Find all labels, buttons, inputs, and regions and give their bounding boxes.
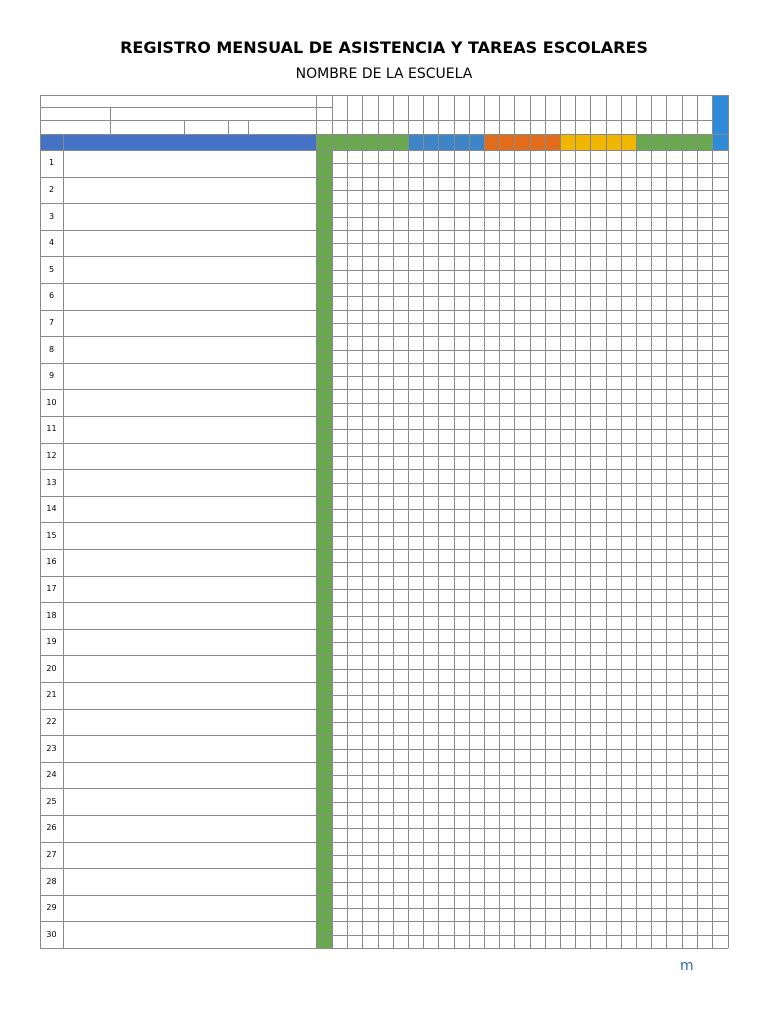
- row-number: 17: [46, 583, 57, 593]
- row-divider: [40, 602, 728, 603]
- day-column-line: [454, 95, 455, 948]
- prom-header-cell: [713, 95, 728, 150]
- day-column-line: [606, 95, 607, 948]
- row-number: 23: [46, 743, 57, 753]
- grid-line: [110, 107, 111, 134]
- row-divider: [40, 283, 728, 284]
- week-5-color-band: [636, 134, 712, 150]
- row-divider: [40, 629, 728, 630]
- row-number: 30: [46, 929, 57, 939]
- school-name: NOMBRE DE LA ESCUELA: [295, 66, 473, 82]
- day-column-line: [347, 95, 348, 948]
- row-number: 26: [46, 823, 57, 833]
- row-divider: [40, 682, 728, 683]
- day-column-line: [408, 95, 409, 948]
- day-column-line: [666, 95, 667, 948]
- day-column-line: [621, 95, 622, 948]
- row-number: 8: [48, 344, 55, 354]
- row-divider: [40, 709, 728, 710]
- day-column-line: [712, 95, 713, 948]
- rows-top-line: [40, 150, 728, 151]
- week-2-color-band: [408, 134, 484, 150]
- day-column-line: [590, 95, 591, 948]
- row-divider: [40, 762, 728, 763]
- row-divider: [40, 203, 728, 204]
- row-divider: [40, 868, 728, 869]
- row-number: 7: [48, 317, 55, 327]
- no-header-cell: [40, 134, 63, 150]
- day-column-line: [636, 95, 637, 948]
- day-column-line: [545, 95, 546, 948]
- row-divider: [40, 310, 728, 311]
- footer-mark: m: [680, 958, 694, 974]
- row-number: 11: [46, 424, 57, 434]
- day-column-line: [332, 95, 333, 948]
- row-number: 25: [46, 796, 57, 806]
- day-column-line: [393, 95, 394, 948]
- row-divider: [40, 655, 728, 656]
- day-column-line: [378, 95, 379, 948]
- row-number: 29: [46, 903, 57, 913]
- row-number: 20: [46, 663, 57, 673]
- grid-line: [184, 120, 185, 134]
- week-3-color-band: [484, 134, 560, 150]
- name-header-cell: [63, 134, 316, 150]
- week-1-color-band: [332, 134, 408, 150]
- row-number: 14: [46, 504, 57, 514]
- week-4-color-band: [560, 134, 636, 150]
- row-number: 16: [46, 557, 57, 567]
- column-header-line: [40, 134, 728, 135]
- row-divider: [40, 230, 728, 231]
- day-column-line: [438, 95, 439, 948]
- row-number: 5: [48, 264, 55, 274]
- row-divider: [40, 842, 728, 843]
- day-column-line: [575, 95, 576, 948]
- row-number: 10: [46, 397, 57, 407]
- row-number: 4: [48, 238, 55, 248]
- row-number: 12: [46, 450, 57, 460]
- row-number: 27: [46, 849, 57, 859]
- day-column-line: [682, 95, 683, 948]
- row-divider: [40, 788, 728, 789]
- table-right-border: [728, 95, 729, 948]
- row-divider: [40, 363, 728, 364]
- row-divider: [40, 256, 728, 257]
- table-left-border: [40, 95, 41, 948]
- row-number: 2: [48, 184, 55, 194]
- row-number: 24: [46, 770, 57, 780]
- day-column-line: [499, 95, 500, 948]
- row-divider: [40, 522, 728, 523]
- row-number: 3: [48, 211, 55, 221]
- page-title: REGISTRO MENSUAL DE ASISTENCIA Y TAREAS ESCOLARES: [120, 38, 648, 57]
- row-divider: [40, 336, 728, 337]
- row-divider: [40, 921, 728, 922]
- day-column-line: [530, 95, 531, 948]
- row-divider: [40, 735, 728, 736]
- row-number: 6: [48, 291, 55, 301]
- grid-line: [40, 107, 332, 108]
- day-column-line: [484, 95, 485, 948]
- table-top-border: [40, 95, 728, 96]
- row-divider: [40, 469, 728, 470]
- row-number: 13: [46, 477, 57, 487]
- day-column-line: [560, 95, 561, 948]
- day-column-line: [362, 95, 363, 948]
- at-header-cell: [316, 134, 332, 150]
- grid-line: [63, 134, 64, 948]
- row-divider: [40, 549, 728, 550]
- row-number: 19: [46, 637, 57, 647]
- row-number: 28: [46, 876, 57, 886]
- grid-line: [40, 120, 332, 121]
- day-column-line: [423, 95, 424, 948]
- row-divider: [40, 948, 728, 949]
- day-column-line: [651, 95, 652, 948]
- row-number: 21: [46, 690, 57, 700]
- row-number: 1: [48, 158, 55, 168]
- week-label-line: [332, 120, 713, 121]
- day-column-line: [514, 95, 515, 948]
- row-divider: [40, 416, 728, 417]
- row-divider: [40, 496, 728, 497]
- row-divider: [40, 895, 728, 896]
- grid-line: [228, 120, 229, 134]
- row-divider: [40, 443, 728, 444]
- grid-line: [248, 120, 249, 134]
- day-column-line: [469, 95, 470, 948]
- row-divider: [40, 177, 728, 178]
- row-divider: [40, 389, 728, 390]
- row-divider: [40, 576, 728, 577]
- row-number: 18: [46, 610, 57, 620]
- grid-line: [316, 95, 317, 948]
- row-number: 22: [46, 716, 57, 726]
- row-number: 15: [46, 530, 57, 540]
- day-column-line: [697, 95, 698, 948]
- row-divider: [40, 815, 728, 816]
- row-number: 9: [48, 371, 55, 381]
